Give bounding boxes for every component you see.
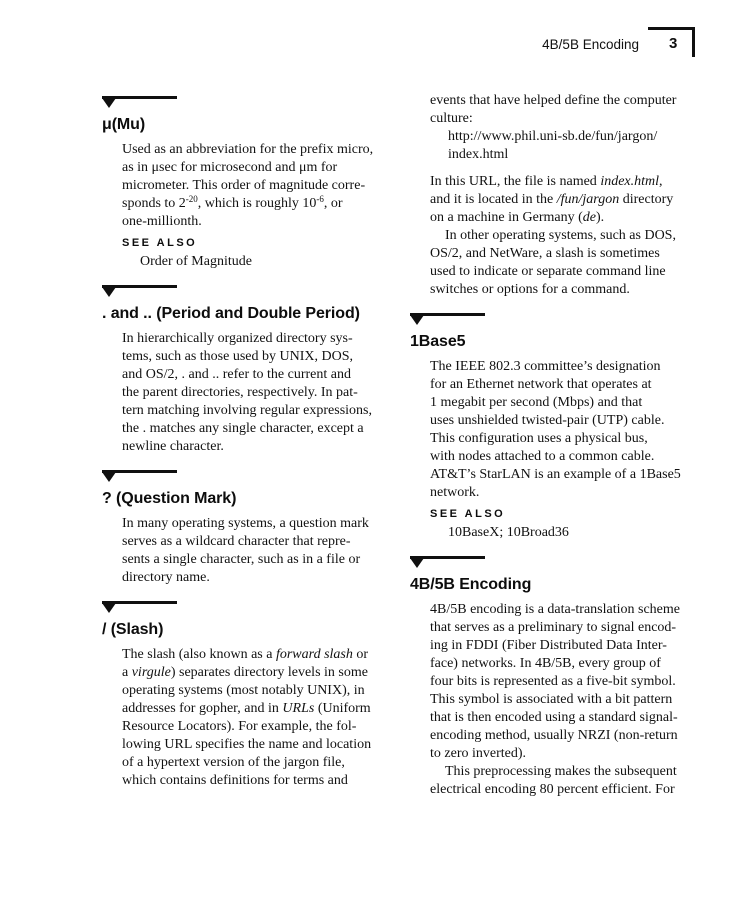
text-line: In many operating systems, a question mark bbox=[122, 516, 369, 531]
text-line: that is then encoded using a standard signal- bbox=[430, 710, 678, 725]
text-line: This preprocessing makes the subsequent bbox=[445, 764, 677, 779]
entry-heading: 4B/5B Encoding bbox=[410, 576, 532, 593]
entry-heading: μ(Mu) bbox=[102, 116, 146, 133]
paragraph bbox=[430, 92, 710, 128]
text-line: four bits is represented as a five-bit symbol. bbox=[430, 674, 676, 689]
text-line: The IEEE 802.3 committee’s designation bbox=[430, 359, 661, 374]
entry-marker bbox=[102, 601, 177, 614]
paragraph bbox=[122, 646, 396, 790]
text-line: culture: bbox=[430, 111, 473, 126]
entry-marker bbox=[410, 313, 485, 326]
text-line: and it is located in the /fun/jargon directory bbox=[430, 192, 674, 207]
entry-heading: 1Base5 bbox=[410, 333, 466, 350]
entry-marker bbox=[102, 285, 177, 298]
running-header-title: 4B/5B Encoding bbox=[542, 37, 639, 52]
entry-heading: / (Slash) bbox=[102, 621, 164, 638]
text-line: encoding method, usually NRZI (non-return bbox=[430, 728, 678, 743]
text-line: directory name. bbox=[122, 570, 210, 585]
paragraph bbox=[430, 173, 710, 299]
paragraph bbox=[122, 515, 396, 587]
paragraph bbox=[122, 330, 396, 456]
text-line: to zero inverted). bbox=[430, 746, 527, 761]
see-also-label: SEE ALSO bbox=[430, 508, 506, 520]
text-line: with nodes attached to a common cable. bbox=[430, 449, 655, 464]
text-line: OS/2, and NetWare, a slash is sometimes bbox=[430, 246, 660, 261]
text-line: operating systems (most notably UNIX), in bbox=[122, 683, 365, 698]
text-line: sponds to $2^{-20}$, which is roughly $10^{-6}$, or bbox=[122, 194, 343, 211]
text-line: switches or options for a command. bbox=[430, 282, 630, 297]
text-line: for an Ethernet network that operates at bbox=[430, 377, 652, 392]
text-line: ing in FDDI (Fiber Distributed Data Inter- bbox=[430, 638, 667, 653]
entry-heading: ? (Question Mark) bbox=[102, 490, 237, 507]
text-line: Resource Locators). For example, the fol- bbox=[122, 719, 357, 734]
text-line: one-millionth. bbox=[122, 214, 202, 229]
text-line: Used as an abbreviation for the prefix micro, bbox=[122, 142, 374, 157]
text-line: the parent directories, respectively. In pat- bbox=[122, 385, 358, 400]
left-column bbox=[102, 94, 396, 790]
text-line: newline character. bbox=[122, 439, 224, 454]
text-line: which contains definitions for terms and bbox=[122, 773, 348, 788]
see-also-label: SEE ALSO bbox=[122, 237, 198, 249]
text-line: 1 megabit per second (Mbps) and that bbox=[430, 395, 643, 410]
text-line: In this URL, the file is named index.html, bbox=[430, 174, 663, 189]
page-number: 3 bbox=[669, 35, 678, 52]
text-line: on a machine in Germany (de). bbox=[430, 210, 605, 225]
text-line: This configuration uses a physical bus, bbox=[430, 431, 648, 446]
text-line: tern matching involving regular expressions, bbox=[122, 403, 372, 418]
text-line: that serves as a preliminary to signal encod- bbox=[430, 620, 677, 635]
text-line: 4B/5B encoding is a data-translation scheme bbox=[430, 602, 680, 617]
text-line: of a hypertext version of the jargon file, bbox=[122, 755, 345, 770]
triangle-down-icon bbox=[410, 558, 424, 568]
paragraph bbox=[430, 601, 710, 799]
text-line: sents a single character, such as in a file or bbox=[122, 552, 361, 567]
see-also-ref: Order of Magnitude bbox=[140, 254, 252, 269]
entry-marker bbox=[410, 556, 485, 569]
text-line: as in μsec for microsecond and μm for bbox=[122, 160, 338, 175]
text-line: This symbol is associated with a bit pattern bbox=[430, 692, 673, 707]
entry-marker bbox=[102, 470, 177, 483]
text-line: tems, such as those used by UNIX, DOS, bbox=[122, 349, 353, 364]
entry-heading: . and .. (Period and Double Period) bbox=[102, 305, 360, 322]
text-line: AT&T’s StarLAN is an example of a 1Base5 bbox=[430, 467, 681, 482]
text-line: a virgule) separates directory levels in some bbox=[122, 665, 368, 680]
triangle-down-icon bbox=[102, 98, 116, 108]
text-line: lowing URL specifies the name and location bbox=[122, 737, 372, 752]
text-line: electrical encoding 80 percent efficient. For bbox=[430, 782, 675, 797]
text-line: used to indicate or separate command line bbox=[430, 264, 666, 279]
text-line: uses unshielded twisted-pair (UTP) cable. bbox=[430, 413, 665, 428]
right-column bbox=[410, 92, 710, 799]
text-line: events that have helped define the computer bbox=[430, 93, 677, 108]
text-line: the . matches any single character, except a bbox=[122, 421, 364, 436]
text-line: The slash (also known as a forward slash or bbox=[122, 647, 369, 662]
text-line: micrometer. This order of magnitude corre- bbox=[122, 178, 366, 193]
text-line: http://www.phil.uni-sb.de/fun/jargon/ bbox=[448, 129, 658, 144]
triangle-down-icon bbox=[410, 315, 424, 325]
text-line: and OS/2, . and .. refer to the current and bbox=[122, 367, 351, 382]
url-block bbox=[448, 128, 710, 164]
text-line: addresses for gopher, and in URLs (Uniform bbox=[122, 701, 371, 716]
text-line: network. bbox=[430, 485, 480, 500]
paragraph bbox=[122, 141, 396, 231]
paragraph bbox=[430, 358, 710, 502]
entry-marker bbox=[102, 96, 177, 109]
text-line: In other operating systems, such as DOS, bbox=[445, 228, 676, 243]
see-also-ref: 10BaseX; 10Broad36 bbox=[448, 525, 569, 540]
triangle-down-icon bbox=[102, 603, 116, 613]
triangle-down-icon bbox=[102, 287, 116, 297]
text-line: index.html bbox=[448, 147, 509, 162]
text-line: In hierarchically organized directory sys- bbox=[122, 331, 353, 346]
text-line: serves as a wildcard character that repre- bbox=[122, 534, 351, 549]
triangle-down-icon bbox=[102, 472, 116, 482]
text-line: face) networks. In 4B/5B, every group of bbox=[430, 656, 661, 671]
